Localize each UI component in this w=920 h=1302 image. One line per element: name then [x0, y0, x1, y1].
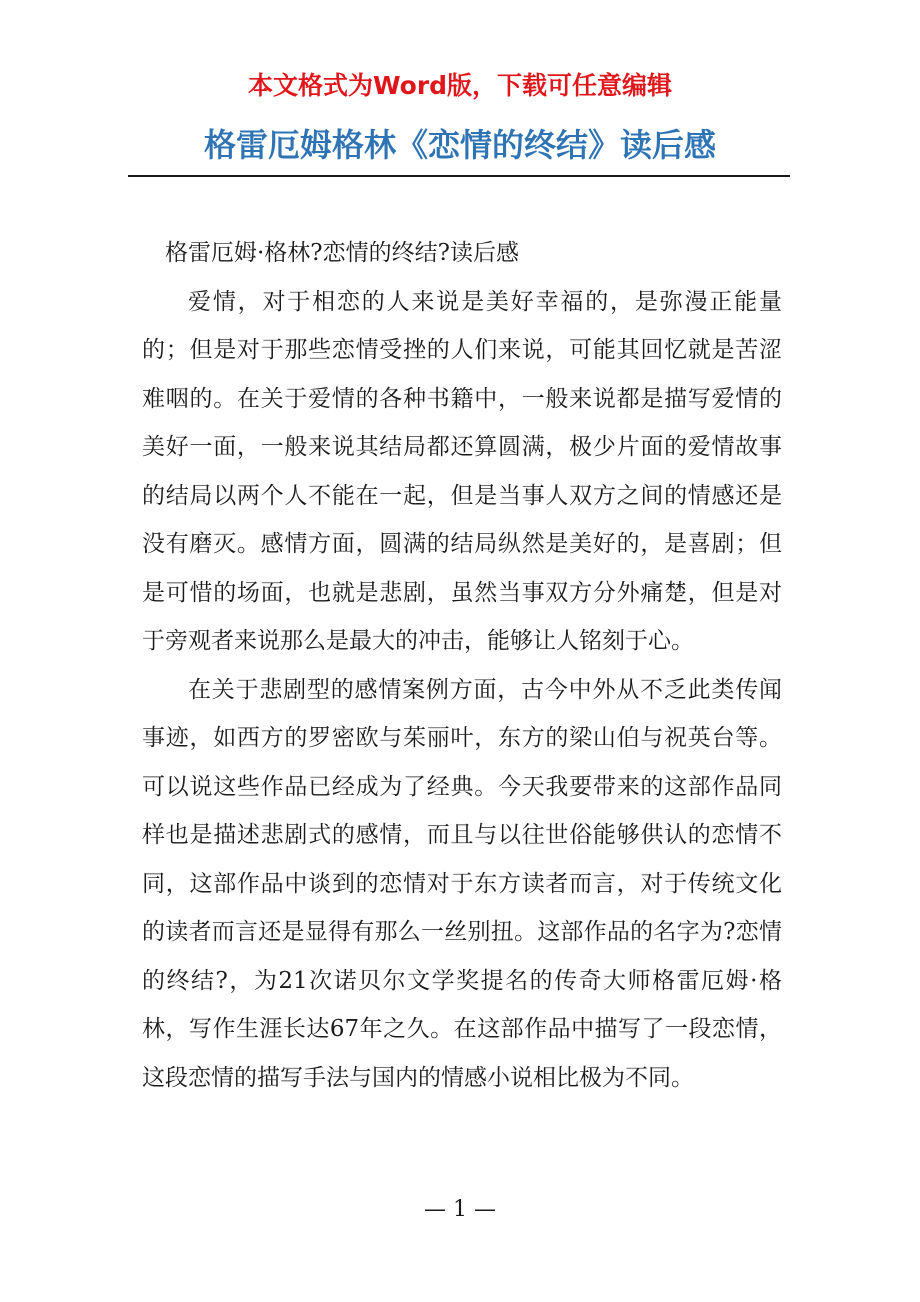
word-format-notice: 本文格式为Word版，下载可任意编辑	[247, 71, 673, 100]
article-subheading: 格雷厄姆·格林?恋情的终结?读后感	[165, 240, 519, 266]
title-divider	[128, 175, 790, 177]
document-body	[142, 229, 782, 1102]
paragraph-2: 在关于悲剧型的感情案例方面，古今中外从不乏此类传闻事迹，如西方的罗密欧与茱丽叶，东方的梁山伯与祝英台等。可以说这些作品已经成为了经典。今天我要带来的这部作品同样也是描述悲剧式的感情，而且与以往世俗能够供认的恋情不同，这部作品中谈到的恋情对于东方读者而言，对于传统文化的读者而言还是显得有那么一丝别扭。这部作品的名字为?恋情的终结?，为21次诺贝尔文学奖提名的传奇大师格雷厄姆·格林，写作生涯长达67年之久。在这部作品中描写了一段恋情，这段恋情的描写手法与国内的情感小说相比极为不同。	[142, 676, 782, 1091]
document-title: 格雷厄姆格林《恋情的终结》读后感	[203, 126, 716, 164]
page-number: — 1 —	[424, 1197, 496, 1222]
paragraph-1: 爱情，对于相恋的人来说是美好幸福的，是弥漫正能量的；但是对于那些恋情受挫的人们来说，可能其回忆就是苦涩难咽的。在关于爱情的各种书籍中，一般来说都是描写爱情的美好一面，一般来说其结局都还算圆满，极少片面的爱情故事的结局以两个人不能在一起，但是当事人双方之间的情感还是没有磨灭。感情方面，圆满的结局纵然是美好的，是喜剧；但是可惜的场面，也就是悲剧，虽然当事双方分外痛楚，但是对于旁观者来说那么是最大的冲击，能够让人铭刻于心。	[142, 288, 782, 654]
